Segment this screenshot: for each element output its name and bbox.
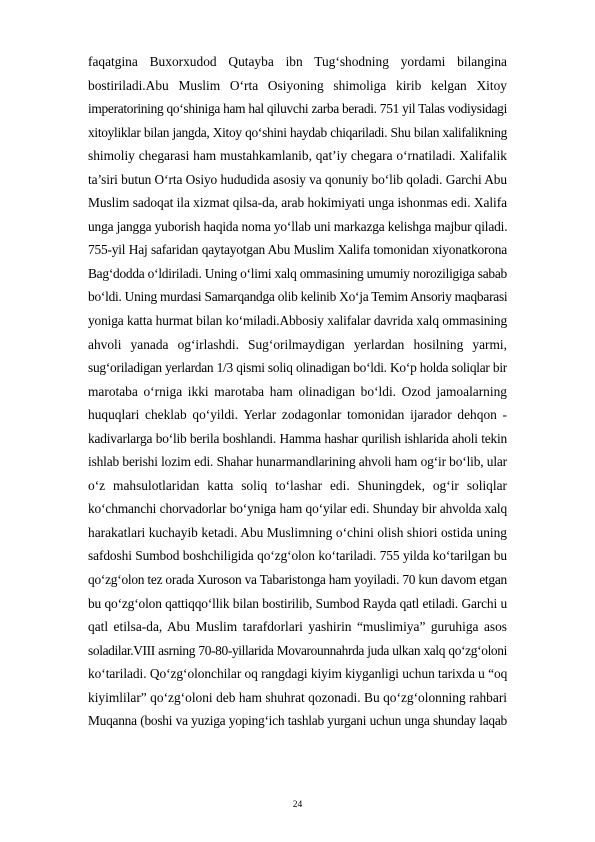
page-number: 24 — [292, 800, 303, 810]
text-line: unga jangga yuborish haqida noma yo‘llab uni markazga kelishga majbur qiladi. — [88, 218, 507, 234]
text-line: o‘z mahsulotlaridan katta soliq to‘lashar edi. Shuningdek, og‘ir soliqlar — [88, 477, 507, 493]
text-line: kadivarlarga bo‘lib berila boshlandi. Hamma hashar qurilish ishlarida aholi tekin — [88, 430, 507, 446]
text-line: bu qo‘zg‘olon qattiqqo‘llik bilan bostirilib, Sumbod Rayda qatl etiladi. Garchi u — [88, 595, 507, 611]
text-line: huquqlari cheklab qo‘yildi. Yerlar zodagonlar tomonidan ijarador dehqon - — [88, 407, 507, 423]
text-line: ko‘tariladi. Qo‘zg‘olonchilar oq rangdagi kiyim kiyganligi uchun tarixda u “oq — [88, 666, 507, 682]
text-line: marotaba o‘rniga ikki marotaba ham olinadigan bo‘ldi. Ozod jamoalarning — [88, 383, 507, 399]
text-line: Muqanna (boshi va yuziga yoping‘ich tashlab yurgani uchun unga shunday laqab — [88, 713, 507, 729]
text-line: safdoshi Sumbod boshchiligida qo‘zg‘olon ko‘tariladi. 755 yilda ko‘tarilgan bu — [88, 548, 507, 564]
text-line: bostiriladi.Abu Muslim O‘rta Osiyoning shimoliga kirib kelgan Xitoy — [88, 77, 507, 93]
text-line: ta’siri butun O‘rta Osiyo hududida asosiy va qonuniy bo‘lib qoladi. Garchi Abu — [88, 171, 507, 187]
text-line: ko‘chmanchi chorvadorlar bo‘yniga ham qo‘yilar edi. Shunday bir ahvolda xalq — [88, 501, 507, 517]
text-line: sug‘oriladigan yerlardan 1/3 qismi soliq olinadigan bo‘ldi. Ko‘p holda soliqlar bir — [88, 360, 507, 376]
text-line: faqatgina Buxorxudod Qutayba ibn Tug‘shodning yordami bilangina — [88, 54, 507, 69]
text-line: ishlab berishi lozim edi. Shahar hunarmandlarining ahvoli ham og‘ir bo‘lib, ular — [88, 454, 507, 470]
text-line: kiyimlilar” qo‘zg‘oloni deb ham shuhrat qozonadi. Bu qo‘zg‘olonning rahbari — [88, 689, 507, 705]
body-text — [88, 50, 507, 733]
text-line: qo‘zg‘olon tez orada Xuroson va Tabaristonga ham yoyiladi. 70 kun davom etgan — [88, 572, 507, 588]
text-line: harakatlari kuchayib ketadi. Abu Muslimning o‘chini olish shiori ostida uning — [88, 524, 507, 540]
text-line: soladilar.VIII asrning 70-80-yillarida Movarounnahrda juda ulkan xalq qo‘zg‘oloni — [88, 642, 507, 658]
text-line: 755-yil Haj safaridan qaytayotgan Abu Muslim Xalifa tomonidan xiyonatkorona — [88, 242, 507, 258]
text-line: bo‘ldi. Uning murdasi Samarqandga olib kelinib Xo‘ja Temim Ansoriy maqbarasi — [88, 289, 507, 305]
text-line: xitoyliklar bilan jangda, Xitoy qo‘shini haydab chiqariladi. Shu bilan xalifalikning — [88, 124, 507, 140]
text-line: Muslim sadoqat ila xizmat qilsa-da, arab hokimiyati unga ishonmas edi. Xalifa — [88, 195, 507, 211]
text-line: ahvoli yanada og‘irlashdi. Sug‘orilmaydigan yerlardan hosilning yarmi, — [88, 336, 507, 352]
text-line: shimoliy chegarasi ham mustahkamlanib, qat’iy chegara o‘rnatiladi. Xalifalik — [88, 148, 507, 164]
text-line: yoniga katta hurmat bilan ko‘miladi.Abbosiy xalifalar davrida xalq ommasining — [88, 313, 507, 329]
text-line: imperatorining qo‘shiniga ham hal qiluvchi zarba beradi. 751 yil Talas vodiysidagi — [88, 101, 507, 117]
text-line: Bag‘dodda o‘ldiriladi. Uning o‘limi xalq ommasining umumiy noroziligiga sabab — [88, 265, 507, 281]
text-line: qatl etilsa-da, Abu Muslim tarafdorlari yashirin “muslimiya” guruhiga asos — [88, 619, 507, 635]
